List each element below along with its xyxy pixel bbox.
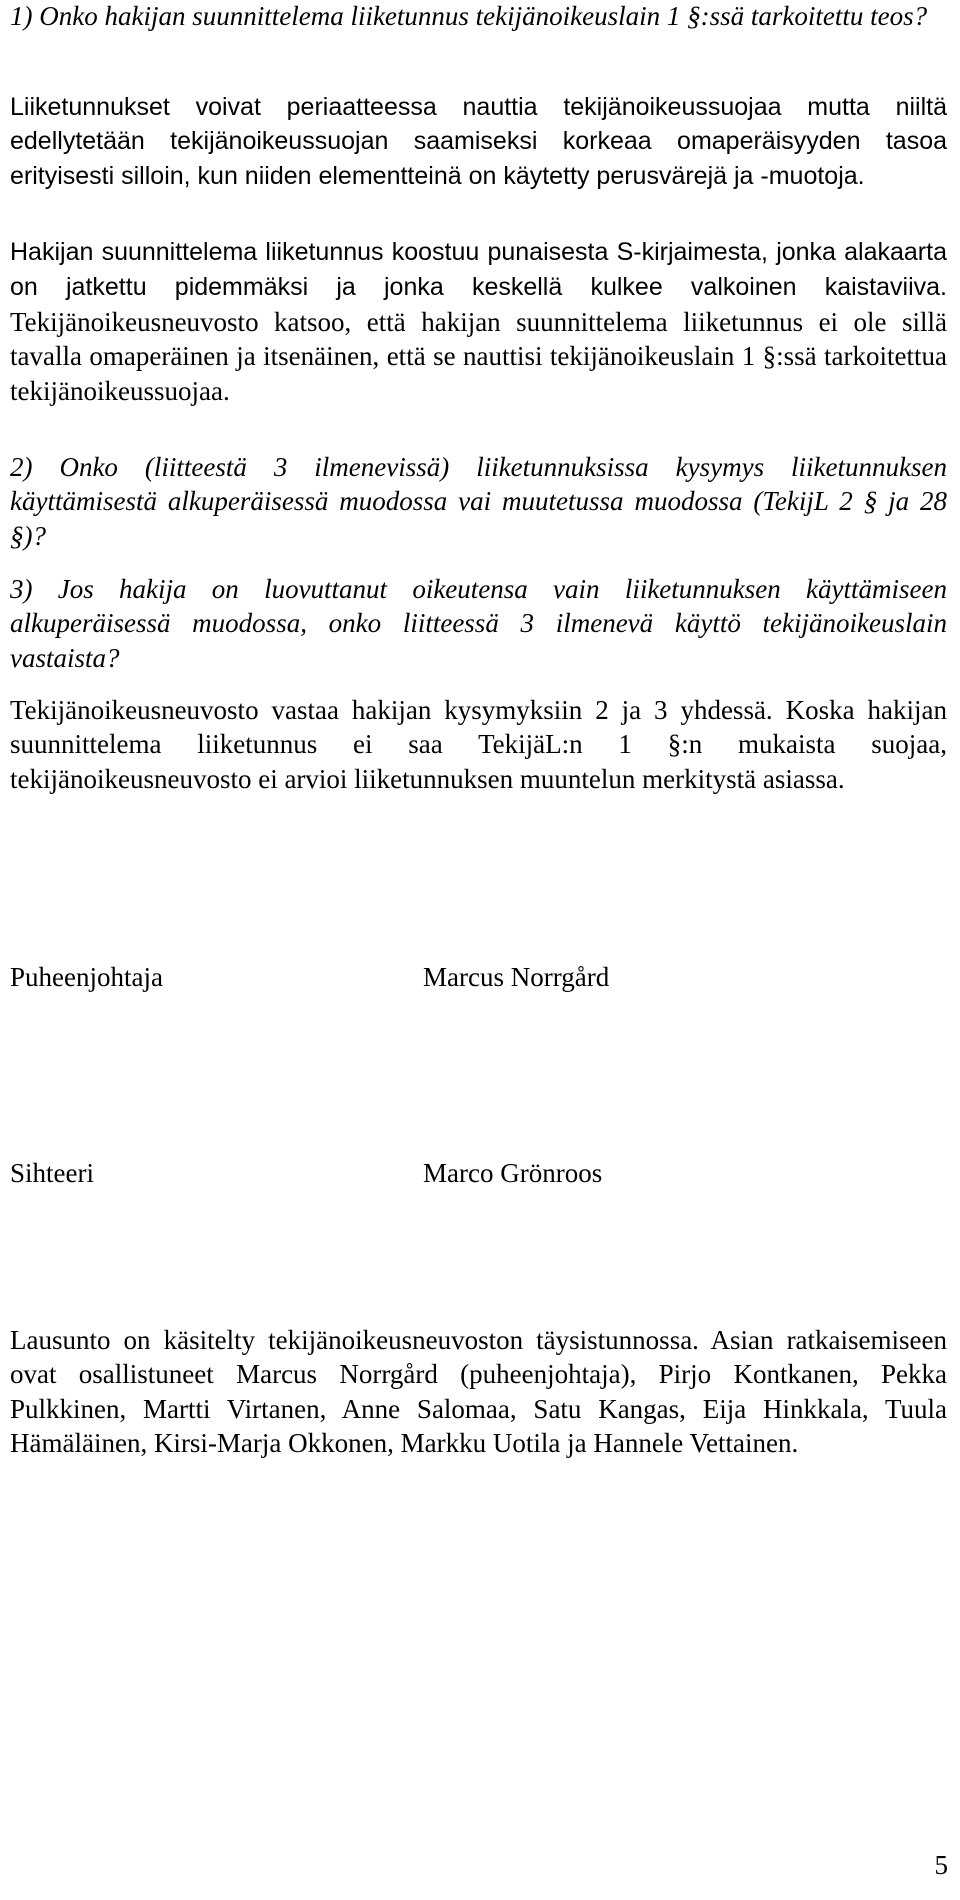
paragraph-hakijan-sentence-1: Hakijan suunnittelema liiketunnus koostuu punaisesta S-kirjaimesta, jonka alakaarta on jatkettu pidemmäksi ja jonka keskellä kulkee valkoinen kaistaviiva. [10, 238, 947, 302]
page-number: 5 [934, 1850, 948, 1880]
question-1: 1) Onko hakijan suunnittelema liiketunnus tekijänoikeuslain 1 §:ssä tarkoitettu teos? [10, 1, 928, 31]
question-2: 2) Onko (liitteestä 3 ilmenevissä) liiketunnuksissa kysymys liiketunnuksen käyttämisestä alkuperäisessä muodossa vai muutetussa muodossa (TekijL 2 § ja 28 §)? [10, 452, 947, 551]
paragraph-closing: Lausunto on käsitelty tekijänoikeusneuvoston täysistunnossa. Asian ratkaisemiseen ovat osallistuneet Marcus Norrgård (puheenjohtaja), Pirjo Kontkanen, Pekka Pulkkinen, Martti Virtanen, Anne Salomaa, Satu Kangas, Eija Hinkkala, Tuula Hämäläinen, Kirsi-Marja Okkonen, Markku Uotila ja Hannele Vettainen. [10, 1325, 947, 1459]
paragraph-answer: Tekijänoikeusneuvosto vastaa hakijan kysymyksiin 2 ja 3 yhdessä. Koska hakijan suunnittelema liiketunnus ei saa TekijäL:n 1 §:n mukaista suojaa, tekijänoikeusneuvosto ei arvioi liiketunnuksen muuntelun merkitystä asiassa. [10, 695, 947, 794]
question-3: 3) Jos hakija on luovuttanut oikeutensa vain liiketunnuksen käyttämiseen alkuperäisessä muodossa, onko liitteessä 3 ilmenevä käyttö tekijänoikeuslain vastaista? [10, 574, 947, 673]
paragraph-hakijan-liiketunnus [10, 234, 947, 408]
chair-name: Marcus Norrgård [423, 962, 610, 992]
chair-title: Puheenjohtaja [10, 962, 163, 992]
paragraph-hakijan-sentence-2: Tekijänoikeusneuvosto katsoo, että hakijan suunnittelema liiketunnus ei ole sillä tavalla omaperäinen ja itsenäinen, että se nauttisi tekijänoikeuslain 1 §:ssä tarkoitettua tekijänoikeussuojaa. [10, 306, 947, 406]
paragraph-logos: Liiketunnukset voivat periaatteessa nauttia tekijänoikeussuojaa mutta niiltä edellytetään tekijänoikeussuojan saamiseksi korkeaa omaperäisyyden tasoa erityisesti silloin, kun niiden elementteinä on käytetty perusvärejä ja -muotoja. [10, 93, 947, 190]
secretary-name: Marco Grönroos [423, 1158, 603, 1188]
secretary-title: Sihteeri [10, 1158, 94, 1188]
